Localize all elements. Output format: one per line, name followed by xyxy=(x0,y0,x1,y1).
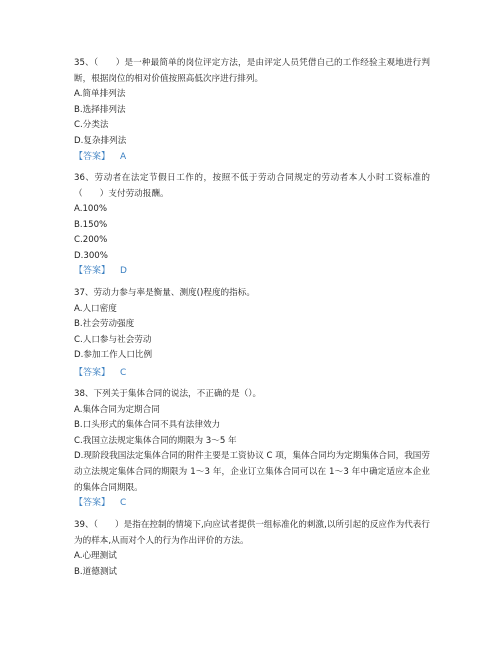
question-37 xyxy=(74,286,430,364)
option-b: B.道德测试 xyxy=(74,566,118,577)
option-d: D.参加工作人口比例 xyxy=(74,350,153,361)
answer-value: D xyxy=(120,266,127,276)
option-b: B.社会劳动强度 xyxy=(74,319,135,330)
option-a: A.心理测试 xyxy=(74,551,117,562)
answer-tag: 【答案】 xyxy=(74,266,111,276)
answer-tag: 【答案】 xyxy=(74,498,111,508)
question-stem: 37、劳动力参与率是衡量、测度()程度的指标。 xyxy=(74,288,255,298)
option-a: A.简单排列法 xyxy=(74,89,126,100)
question-stem: 36、劳动者在法定节假日工作的，按照不低于劳动合同规定的劳动者本人小时工资标准的（ ）支付劳动报酬。 xyxy=(74,173,430,199)
option-c: C.分类法 xyxy=(74,120,109,131)
option-c: C.我国立法规定集体合同的期限为 3～5 年 xyxy=(74,435,237,446)
option-a: A.人口密度 xyxy=(74,303,117,314)
answer-37 xyxy=(74,366,430,381)
option-c: C.200% xyxy=(74,235,108,246)
option-a: A.集体合同为定期合同 xyxy=(74,404,160,415)
question-35 xyxy=(74,56,430,150)
question-39 xyxy=(74,518,430,580)
option-c: C.人口参与社会劳动 xyxy=(74,334,152,345)
answer-36 xyxy=(74,264,430,279)
option-d: D.现阶段我国法定集体合同的附件主要是工资协议 C 项，集体合同均为定期集体合同，我国劳动立法规定集体合同的期限为 1～3 年，企业订立集体合同可以在 1～3 年中确定适应本企业的集体合同期限。 xyxy=(74,451,430,493)
option-b: B.150% xyxy=(74,219,108,230)
question-stem: 39、（ ）是指在控制的情境下,向应试者提供一组标准化的刺激,以所引起的反应作为代表行为的样本,从而对个人的行为作出评价的方法。 xyxy=(74,520,430,546)
question-stem: 38、下列关于集体合同的说法，不正确的是（）。 xyxy=(74,389,262,399)
question-36 xyxy=(74,171,430,265)
option-a: A.100% xyxy=(74,204,108,215)
question-stem: 35、（ ）是一种最简单的岗位评定方法，是由评定人员凭借自己的工作经验主观地进行判断，根据岗位的相对价值按照高低次序进行排列。 xyxy=(74,58,430,84)
option-d: D.复杂排列法 xyxy=(74,135,127,146)
answer-35 xyxy=(74,150,430,165)
answer-value: C xyxy=(120,368,127,378)
option-d: D.300% xyxy=(74,250,108,261)
question-38 xyxy=(74,387,430,496)
option-b: B.口头形式的集体合同不具有法律效力 xyxy=(74,420,221,431)
answer-value: C xyxy=(120,498,127,508)
answer-tag: 【答案】 xyxy=(74,152,111,162)
answer-38 xyxy=(74,496,430,511)
answer-tag: 【答案】 xyxy=(74,368,111,378)
answer-value: A xyxy=(120,152,127,162)
option-b: B.选择排列法 xyxy=(74,104,126,115)
